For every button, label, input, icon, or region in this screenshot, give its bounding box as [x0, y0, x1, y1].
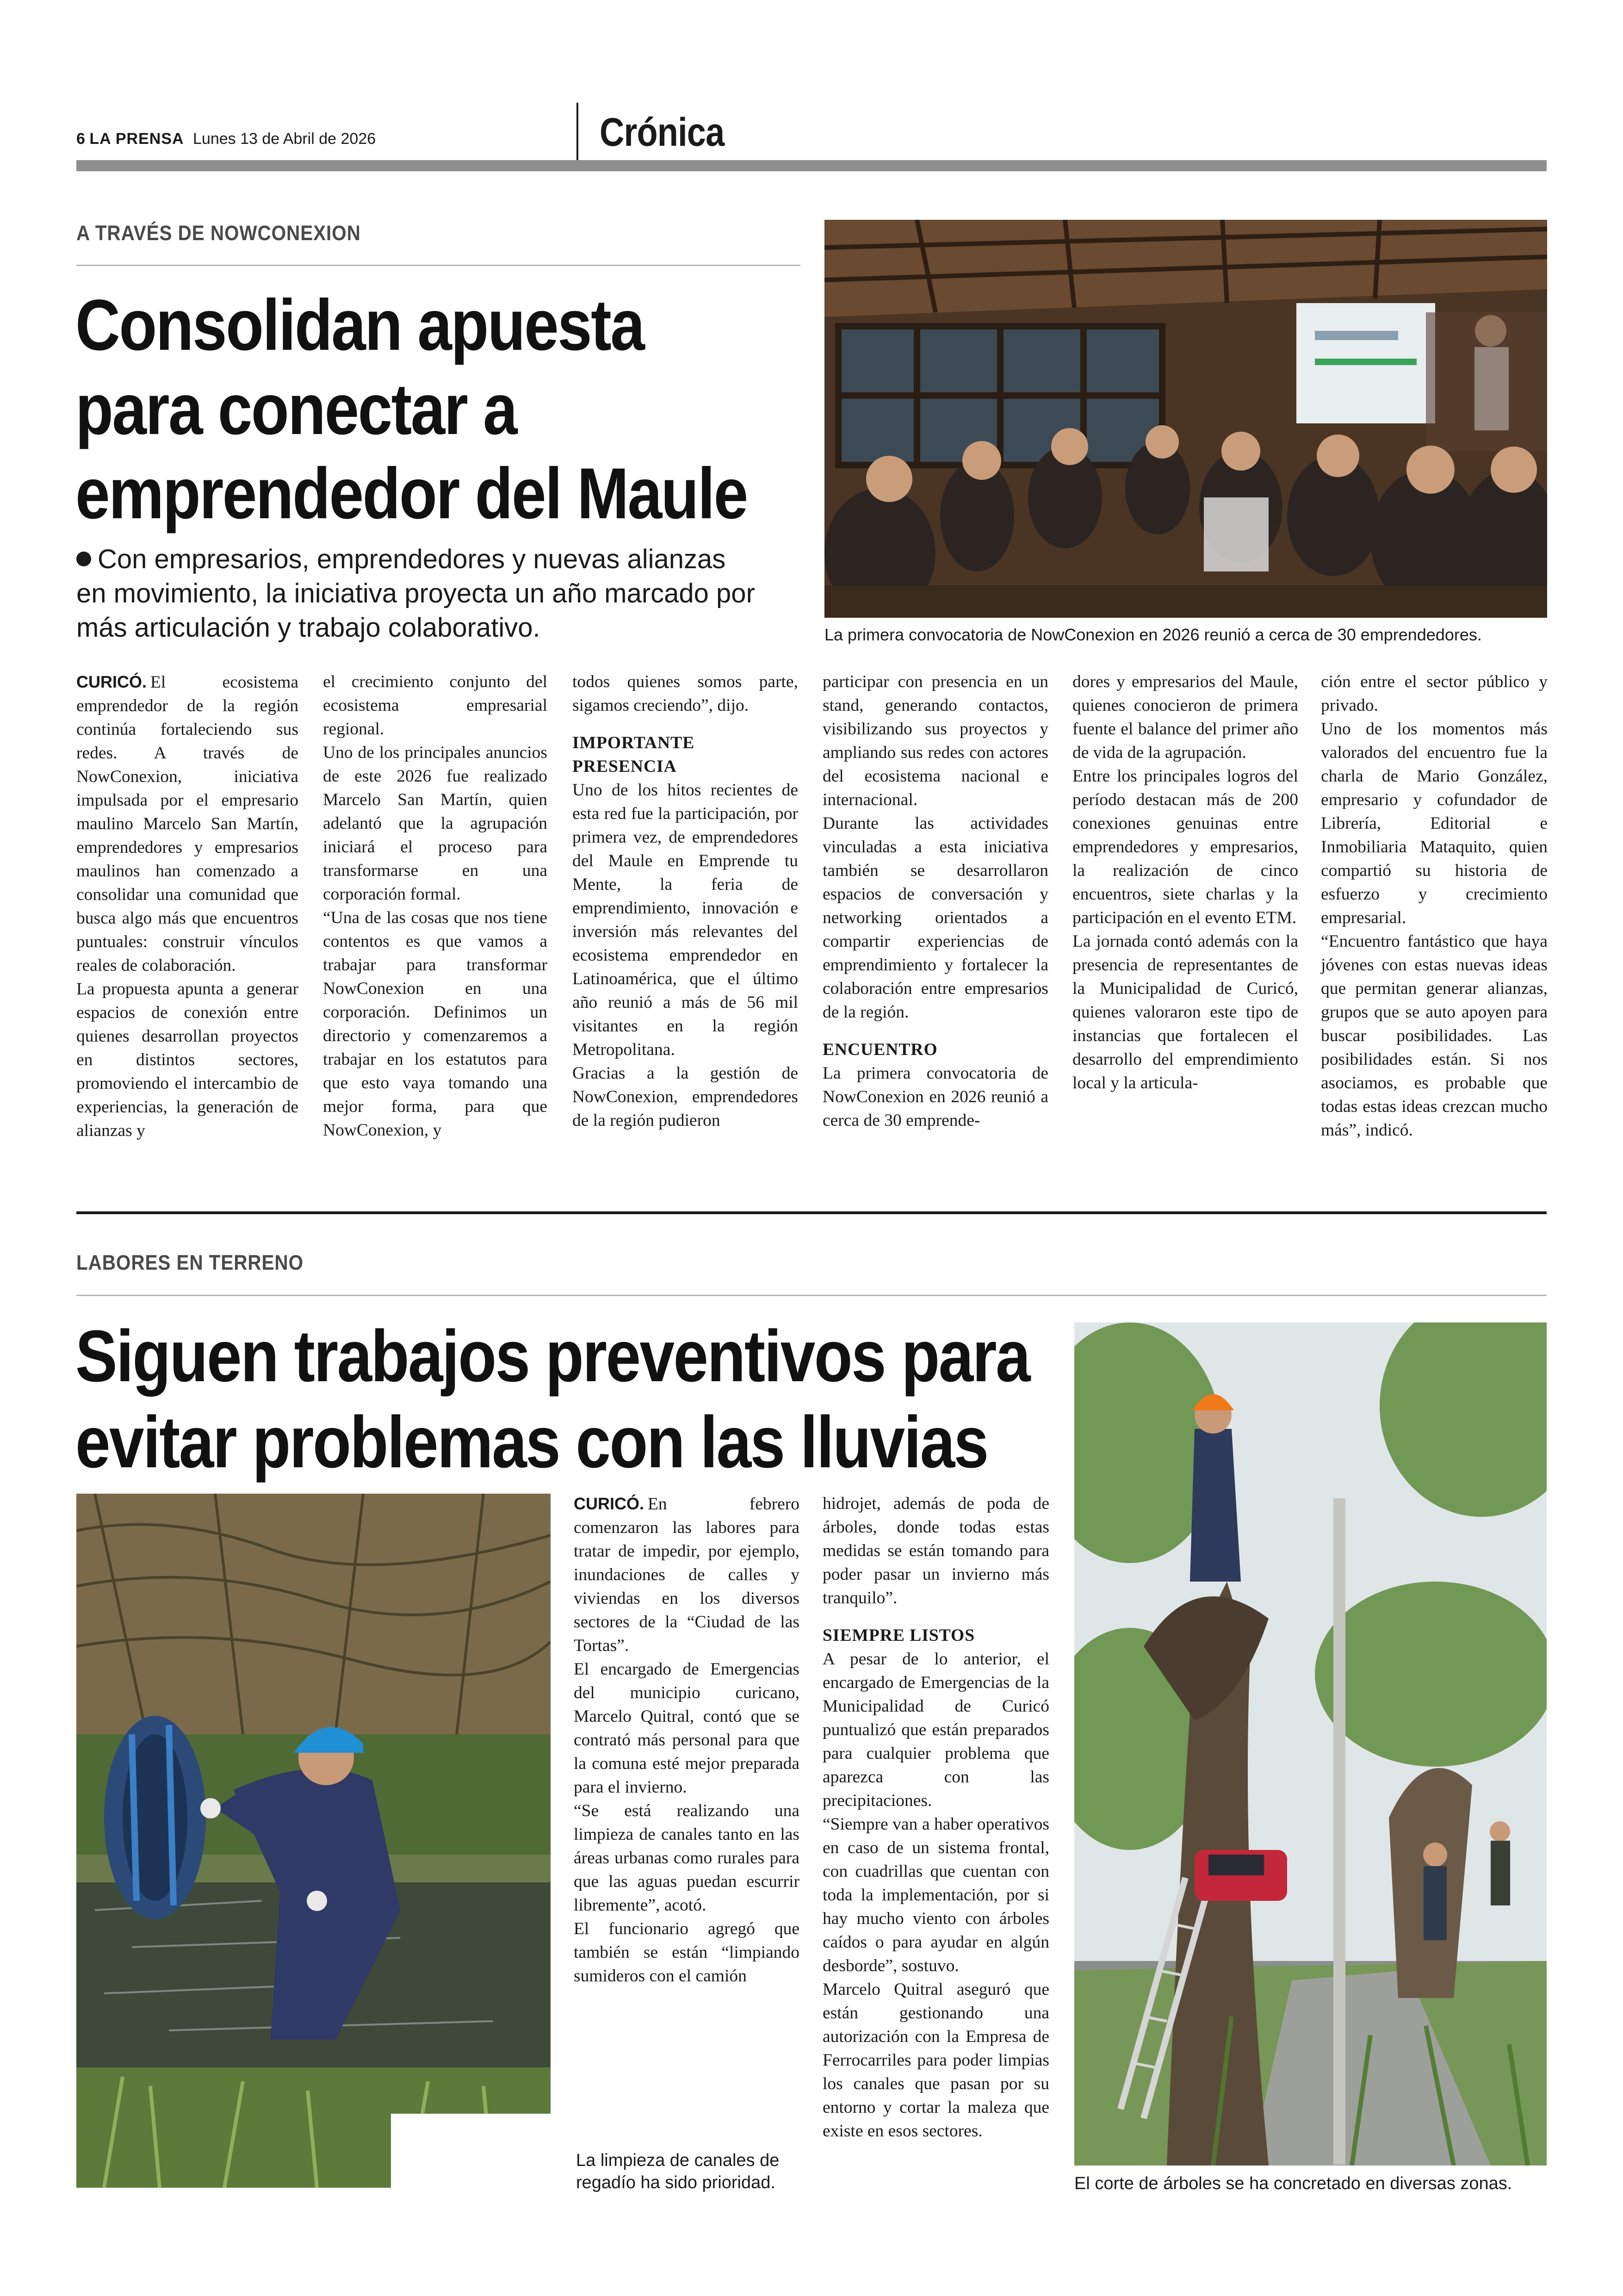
- deck-bullet-icon: [76, 552, 91, 566]
- section-title: Crónica: [600, 110, 725, 155]
- article2-kicker: LABORES EN TERRENO: [76, 1251, 304, 1274]
- article1-paragraph: Uno de los principales anuncios de este 2026 fue realizado Marcelo San Martín, quien adelantó que la agrupación iniciará el proceso para transformarse en una corporación formal.: [323, 743, 547, 904]
- article2-column-2: [823, 1492, 1049, 2143]
- article1-subhead-presencia: IMPORTANTE PRESENCIA: [572, 733, 695, 776]
- article2-photo-trees: [1074, 1322, 1547, 2166]
- article1-paragraph: todos quienes somos parte, sigamos creciendo”, dijo.: [572, 672, 798, 715]
- article2-kicker-rule: [76, 1295, 1547, 1296]
- article1-deck-line: Con empresarios, emprendedores y nuevas alianzas: [98, 544, 726, 574]
- article1-paragraph: La primera convocatoria de NowConexion en 2026 reunió a cerca de 30 emprende-: [823, 1064, 1048, 1130]
- article1-deck-line: en movimiento, la iniciativa proyecta un año marcado por: [76, 578, 755, 608]
- tree-cutting-illustration: [1074, 1322, 1547, 2166]
- article1-column-4: [823, 670, 1048, 1132]
- issue-date: Lunes 13 de Abril de 2026: [193, 130, 376, 148]
- article1-headline-line: emprendedor del Maule: [75, 453, 747, 534]
- article2-paragraph: En febrero comenzaron las labores para tratar de impedir, por ejemplo, inundaciones de calles y viviendas en los diversos sectores de la “Ciudad de las Tortas”.: [574, 1495, 799, 1655]
- article2-headline-line: Siguen trabajos preventivos para: [75, 1316, 1029, 1397]
- article2-paragraph: El funcionario agregó que también se están “limpiando sumideros con el camión: [574, 1919, 799, 1986]
- article-separator: [76, 1211, 1547, 1214]
- article1-headline: [75, 283, 747, 536]
- article1-subhead-encuentro: ENCUENTRO: [823, 1040, 938, 1059]
- article2-subhead-siempre-listos: SIEMPRE LISTOS: [823, 1626, 975, 1645]
- article1-headline-line: para conectar a: [75, 369, 517, 450]
- article2-photo2-caption: El corte de árboles se ha concretado en diversas zonas.: [1074, 2174, 1512, 2193]
- article1-photo-caption: La primera convocatoria de NowConexion en 2026 reunió a cerca de 30 emprendedores.: [824, 625, 1482, 644]
- article1-paragraph: El ecosistema emprendedor de la región continúa fortaleciendo sus redes. A través de NowConexion, iniciativa impulsada por el empresario maulino Marcelo San Martín, emprendedores y empresarios maulinos han comenzado a consolidar una comunidad que busca algo más que encuentros puntuales: construir vínculos reales de colaboración.: [76, 673, 298, 975]
- canal-cleaning-illustration: [76, 1494, 551, 2188]
- article1-paragraph: Uno de los hitos recientes de esta red fue la participación, por primera vez, de emprendedores del Maule en Emprende tu Mente, la feria de emprendimiento, innovación e inversión más relevantes del ecosistema emprendedor en Latinoamérica, que el último año reunió a más de 56 mil visitantes en la región Metropolitana.: [572, 781, 798, 1059]
- article1-paragraph: Gracias a la gestión de NowConexion, emprendedores de la región pudieron: [572, 1064, 798, 1130]
- article1-paragraph: La propuesta apunta a generar espacios de conexión entre quienes desarrollan proyectos en distintos sectores, promoviendo el intercambio de experiencias, la generación de alianzas y: [76, 980, 298, 1140]
- article1-paragraph: Uno de los momentos más valorados del encuentro fue la charla de Mario González, empresario y cofundador de Librería, Editorial e Inmobiliaria Mataquito, quien compartió su historia de esfuerzo y crecimiento empresarial.: [1321, 720, 1548, 927]
- header-divider: [576, 103, 578, 160]
- article2-paragraph: El encargado de Emergencias del municipio curicano, Marcelo Quitral, contó que se contrató más personal para que la comuna esté mejor preparada para el invierno.: [574, 1660, 799, 1797]
- article2-dateline: CURICÓ.: [574, 1494, 644, 1513]
- header-bar: [76, 160, 1547, 171]
- article1-paragraph: Entre los principales logros del período destacan más de 200 conexiones genuinas entre emprendedores y empresarios, la realización de cinco encuentros, siete charlas y la participación en el evento ETM.: [1072, 767, 1298, 927]
- article1-column-5: [1072, 670, 1298, 1095]
- article1-headline-line: Consolidan apuesta: [75, 285, 644, 366]
- article1-dateline: CURICÓ.: [76, 672, 147, 691]
- article2-paragraph: A pesar de lo anterior, el encargado de Emergencias de la Municipalidad de Curicó puntualizó que están preparados para cualquier problema que aparezca con las precipitaciones.: [823, 1650, 1049, 1810]
- article1-photo-meeting: [824, 220, 1547, 618]
- newspaper-name: LA PRENSA: [89, 130, 184, 148]
- article2-photo-canal: [76, 1494, 551, 2188]
- article1-column-1: [76, 670, 298, 1142]
- page-header-info: [76, 130, 376, 148]
- article1-column-6: [1321, 670, 1548, 1142]
- article2-paragraph: “Se está realizando una limpieza de canales tanto en las áreas urbanas como rurales para que las aguas puedan escurrir libremente”, acotó.: [574, 1801, 799, 1915]
- article1-paragraph: ción entre el sector público y privado.: [1321, 672, 1548, 715]
- article2-paragraph: hidrojet, además de poda de árboles, donde todas estas medidas se están tomando para poder pasar un invierno más tranquilo”.: [823, 1494, 1049, 1607]
- article1-kicker-rule: [76, 265, 800, 266]
- article1-paragraph: participar con presencia en un stand, generando contactos, visibilizando sus proyectos y ampliando sus redes con actores del ecosistema nacional e internacional.: [823, 672, 1048, 809]
- article2-photo1-caption: La limpieza de canales de regadío ha sido prioridad.: [576, 2151, 780, 2192]
- article2-column-1: [574, 1492, 799, 1988]
- article1-paragraph: dores y empresarios del Maule, quienes conocieron de primera fuente el balance del primer año de vida de la agrupación.: [1072, 672, 1298, 762]
- article1-paragraph: La jornada contó además con la presencia de representantes de la Municipalidad de Curicó, quienes valoraron este tipo de instancias que fortalecen el desarrollo del emprendimiento local y la articula-: [1072, 932, 1298, 1092]
- article1-column-2: [323, 670, 547, 1142]
- article1-paragraph: “Una de las cosas que nos tiene contentos es que vamos a trabajar para transformar NowConexion en una corporación. Definimos un directorio y comenzaremos a trabajar en los estatutos para que esto vaya tomando una mejor forma, para que NowConexion, y: [323, 908, 547, 1140]
- article2-paragraph: “Siempre van a haber operativos en caso de un sistema frontal, con cuadrillas que cuentan con toda la implementación, por si hay mucho viento con árboles caídos o para ayudar en algún desborde”, sostuvo.: [823, 1815, 1049, 1975]
- article1-paragraph: el crecimiento conjunto del ecosistema empresarial regional.: [323, 672, 547, 738]
- article1-deck: [76, 542, 812, 645]
- page-number: 6: [76, 130, 85, 148]
- article1-kicker: A TRAVÉS DE NOWCONEXION: [76, 221, 361, 245]
- article2-headline: [75, 1313, 1029, 1485]
- article1-paragraph: Durante las actividades vinculadas a esta iniciativa también se desarrollaron espacios de conversación y networking orientados a compartir experiencias de emprendimiento y fortalecer la colaboración entre empresarios de la región.: [823, 814, 1048, 1022]
- article1-paragraph: “Encuentro fantástico que haya jóvenes con estas nuevas ideas que permitan generar alianzas, grupos que se auto apoyen para buscar posibilidades. Las posibilidades están. Si nos asociamos, es probable que todas estas ideas crezcan mucho más”, indicó.: [1321, 932, 1548, 1140]
- meeting-room-illustration: [824, 220, 1547, 618]
- article1-deck-line: más articulación y trabajo colaborativo.: [76, 613, 540, 643]
- article2-headline-line: evitar problemas con las lluvias: [75, 1402, 988, 1483]
- article2-paragraph: Marcelo Quitral aseguró que están gestionando una autorización con la Empresa de Ferrocarriles para poder limpias los canales que pasan por su entorno y cortar la maleza que existe en esos sectores.: [823, 1980, 1049, 2141]
- article1-column-3: [572, 670, 798, 1132]
